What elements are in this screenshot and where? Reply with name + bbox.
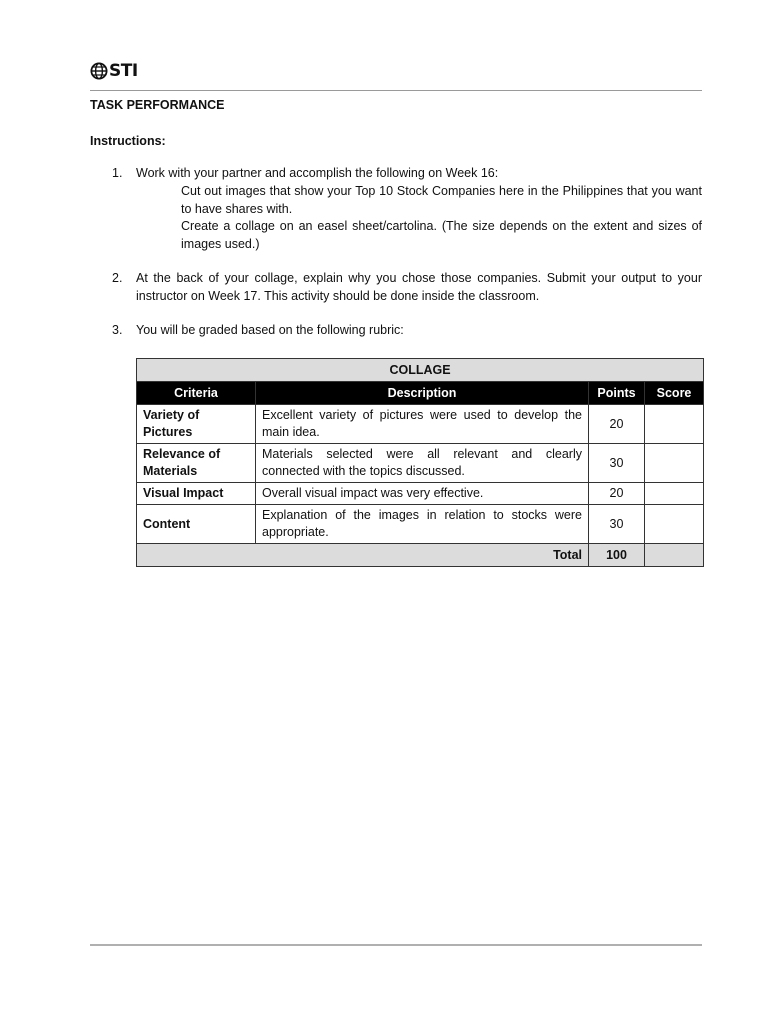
logo-text: STI — [109, 61, 138, 81]
total-label: Total — [137, 544, 589, 567]
instruction-text: Work with your partner and accomplish the following on Week 16: — [136, 166, 499, 180]
table-row — [137, 444, 704, 483]
page-title: TASK PERFORMANCE — [90, 98, 225, 112]
globe-icon — [90, 62, 108, 80]
table-row — [137, 483, 704, 505]
column-header-criteria: Criteria — [137, 382, 256, 405]
footer-divider — [90, 944, 702, 946]
description-cell: Excellent variety of pictures were used to develop the main idea. — [256, 405, 589, 444]
table-caption: COLLAGE — [137, 359, 704, 382]
total-score — [645, 544, 704, 567]
description-cell: Overall visual impact was very effective. — [256, 483, 589, 505]
description-cell: Explanation of the images in relation to stocks were appropriate. — [256, 505, 589, 544]
points-cell: 20 — [589, 405, 645, 444]
score-cell — [645, 405, 704, 444]
instruction-text: You will be graded based on the following rubric: — [136, 323, 404, 337]
instruction-number: 2. — [112, 271, 123, 285]
table-header-row — [137, 382, 704, 405]
score-cell — [645, 444, 704, 483]
description-cell: Materials selected were all relevant and clearly connected with the topics discussed. — [256, 444, 589, 483]
column-header-score: Score — [645, 382, 704, 405]
criteria-cell: Visual Impact — [137, 483, 256, 505]
table-total-row — [137, 544, 704, 567]
points-cell: 30 — [589, 444, 645, 483]
criteria-cell: Variety of Pictures — [137, 405, 256, 444]
table-row — [137, 505, 704, 544]
points-cell: 20 — [589, 483, 645, 505]
instruction-number: 1. — [112, 166, 123, 180]
column-header-description: Description — [256, 382, 589, 405]
score-cell — [645, 483, 704, 505]
criteria-cell: Relevance of Materials — [137, 444, 256, 483]
sti-logo — [90, 61, 138, 81]
subitem-text: Create a collage on an easel sheet/cartolina. (The size depends on the extent and sizes of images used.) — [181, 219, 702, 251]
column-header-points: Points — [589, 382, 645, 405]
instruction-text: At the back of your collage, explain why you chose those companies. Submit your output to your instructor on Week 17. This activity should be done inside the classroom. — [136, 271, 702, 303]
score-cell — [645, 505, 704, 544]
criteria-cell: Content — [137, 505, 256, 544]
table-row — [137, 405, 704, 444]
instructions-label: Instructions: — [90, 134, 166, 148]
instruction-number: 3. — [112, 323, 123, 337]
rubric-table — [136, 358, 704, 567]
table-caption-row — [137, 359, 704, 382]
subitem-text: Cut out images that show your Top 10 Stock Companies here in the Philippines that you want to have shares with. — [181, 184, 702, 216]
header-divider — [90, 90, 702, 91]
total-points: 100 — [589, 544, 645, 567]
points-cell: 30 — [589, 505, 645, 544]
